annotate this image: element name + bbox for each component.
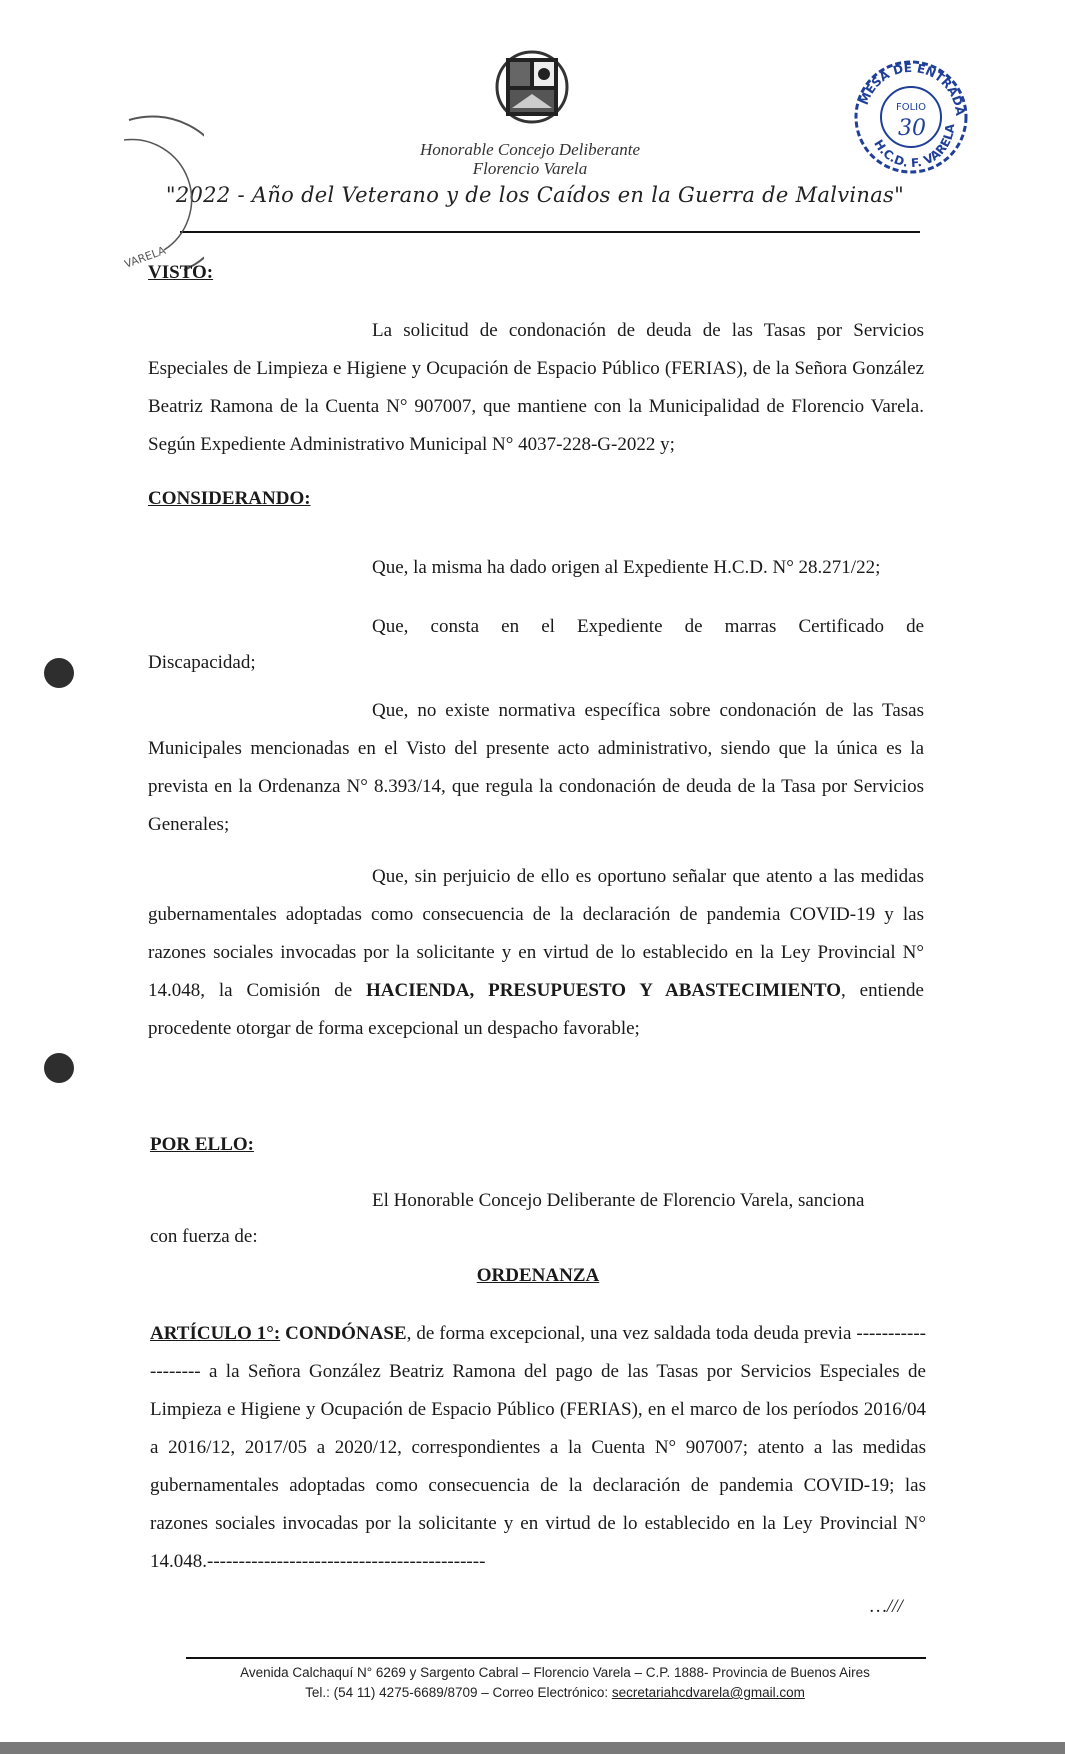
visto-heading: VISTO: <box>148 262 214 283</box>
sanction-line: El Honorable Concejo Deliberante de Florencio Varela, sanciona <box>372 1190 865 1211</box>
footer-contact <box>150 1683 960 1703</box>
council-name-line1: Honorable Concejo Deliberante <box>419 140 640 159</box>
stamp-top-text: MESA DE ENTRADA <box>856 60 968 117</box>
footer <box>150 1663 960 1703</box>
stamp-bottom-text: H.C.D. F. VARELA <box>871 123 958 171</box>
article-1-verb: CONDÓNASE <box>285 1323 407 1344</box>
council-name <box>380 140 680 178</box>
commission-name: HACIENDA, PRESUPUESTO Y ABASTECIMIENTO <box>366 980 842 1001</box>
considerando-p2: Que, consta en el Expediente de marras Certificado de <box>372 616 924 637</box>
visto-text: La solicitud de condonación de deuda de las Tasas por Servicios Especiales de Limpieza e Higiene y Ocupación de Espacio Público (FERIAS), de la Señora González Beatriz Ramona de la Cuenta N° 907007, que mantiene con la Municipalidad de Florencio Varela. Según Expediente Administrativo Municipal N° 4037-228-G-2022 y; <box>148 320 924 455</box>
visto-paragraph <box>148 312 924 464</box>
page-continuation-mark: …/// <box>870 1596 903 1617</box>
article-1-text: , de forma excepcional, una vez saldada toda deuda previa ------------------- a la Señora González Beatriz Ramona del pago de las Tasas por Servicios Especiales de Limpieza e Higiene y Ocupación de Espacio Público (FERIAS), en el marco de los períodos 2016/04 a 2016/12, 2017/05 a 2020/12, correspondientes a la Cuenta N° 907007; atento a las medidas gubernamentales adoptadas como consecuencia de la declaración de pandemia COVID-19; las razones sociales invocadas por la solicitante y en virtud de lo establecido en la Ley Provincial N° 14.048.-------------------------------------------- <box>150 1323 926 1572</box>
por-ello-heading: POR ELLO: <box>150 1134 254 1155</box>
considerando-p4-text: Que, sin perjuicio de ello es oportuno señalar que atento a las medidas gubernamentales adoptadas como consecuencia de la declaración de pandemia COVID-19 y las razones sociales invocadas por la solicitante y en virtud de lo establecido en la Ley Provincial N° 14.048, la Comisión de <box>148 866 924 1001</box>
punch-hole-upper <box>44 658 74 688</box>
article-1 <box>150 1315 926 1581</box>
council-crest-logo <box>492 50 572 124</box>
considerando-p4 <box>148 858 924 1048</box>
sanction-line-cont: con fuerza de: <box>150 1226 258 1247</box>
header-divider <box>180 231 920 233</box>
considerando-heading: CONSIDERANDO: <box>148 488 311 509</box>
council-name-line2: Florencio Varela <box>472 159 588 178</box>
stamp-folio-label: FOLIO <box>895 102 927 113</box>
article-1-label: ARTÍCULO 1°: <box>150 1323 281 1344</box>
entry-stamp <box>846 55 976 180</box>
considerando-p3-text: Que, no existe normativa específica sobre condonación de las Tasas Municipales mencionadas en el Visto del presente acto administrativo, siendo que la única es la prevista en la Ordenanza N° 8.393/14, que regula la condonación de deuda de la Tasa por Servicios Generales; <box>148 700 924 835</box>
punch-hole-lower <box>44 1053 74 1083</box>
footer-phone: Tel.: (54 11) 4275-6689/8709 – Correo Electrónico: <box>305 1685 612 1700</box>
considerando-p4-end: , entiende procedente otorgar de forma excepcional un despacho favorable; <box>148 980 924 1039</box>
considerando-p2-cont: Discapacidad; <box>148 652 256 673</box>
year-motto: "2022 - Año del Veterano y de los Caídos en la Guerra de Malvinas" <box>165 183 905 207</box>
footer-email-link[interactable]: secretariahcdvarela@gmail.com <box>611 1685 805 1700</box>
footer-address: Avenida Calchaquí N° 6269 y Sargento Cabral – Florencio Varela – C.P. 1888- Provincia de Buenos Aires <box>240 1665 870 1680</box>
stamp-folio-number: 30 <box>898 116 926 141</box>
footer-divider <box>186 1657 926 1659</box>
partial-seal-text: VARELA <box>124 243 168 271</box>
scan-edge-bar <box>0 1742 1065 1754</box>
considerando-p3 <box>148 692 924 844</box>
considerando-p1: Que, la misma ha dado origen al Expediente H.C.D. N° 28.271/22; <box>372 557 881 578</box>
ordenanza-title: ORDENANZA <box>476 1265 600 1286</box>
